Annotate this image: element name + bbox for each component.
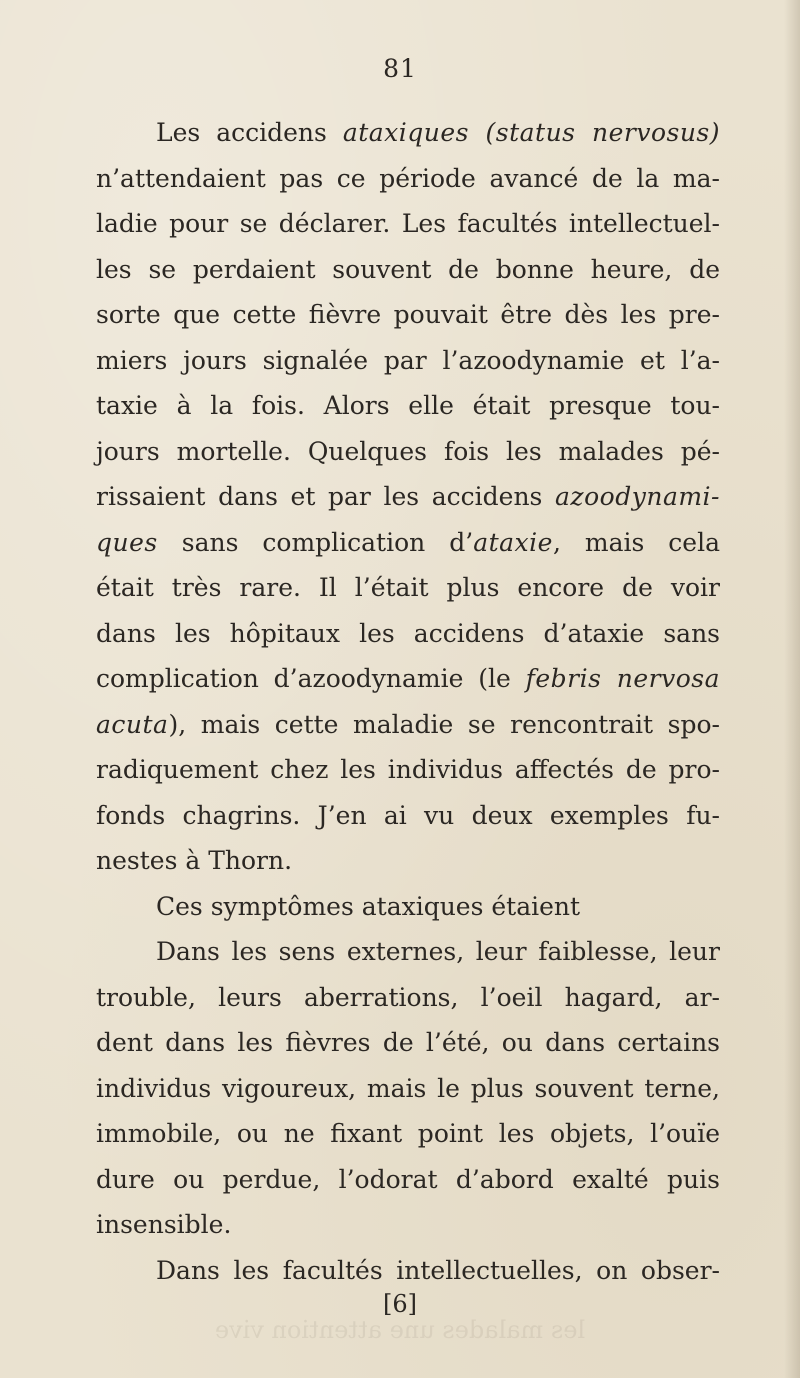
text-line: était très rare. Il l’était plus encore de voir: [96, 573, 720, 602]
text-line: acuta), mais cette maladie se rencontrait spo-: [96, 709, 720, 739]
text-line: dent dans les fièvres de l’été, ou dans certains: [96, 1028, 720, 1057]
text-line: complication d’azoodynamie (le febris nervosa: [96, 664, 720, 693]
text-line: Dans les sens externes, leur faiblesse, leur: [156, 937, 720, 966]
text-line: taxie à la fois. Alors elle était presque tou-: [96, 391, 720, 420]
text-line: les se perdaient souvent de bonne heure, de: [96, 254, 720, 284]
signature-mark: [6]: [383, 1290, 417, 1318]
text-line: radiquement chez les individus affectés de pro-: [96, 755, 720, 784]
text-line: sorte que cette fièvre pouvait être dès les pre-: [96, 300, 720, 329]
text-line: dure ou perdue, l’odorat d’abord exalté puis: [96, 1164, 720, 1194]
text-line: Ces symptômes ataxiques étaient: [156, 891, 581, 921]
text-line: n’attendaient pas ce période avancé de la ma-: [96, 163, 720, 193]
text-line: rissaient dans et par les accidens azoodynami-: [96, 482, 720, 511]
text-line: ladie pour se déclarer. Les facultés intellectuel-: [96, 209, 720, 238]
page-edge-shadow: [784, 0, 800, 1378]
body-text: [96, 110, 720, 1293]
page-number: 81: [383, 54, 417, 83]
text-line: immobile, ou ne fixant point les objets, l’ouïe: [96, 1119, 720, 1148]
text-line: individus vigoureux, mais le plus souvent terne,: [96, 1073, 720, 1103]
text-line: jours mortelle. Quelques fois les malades pé-: [96, 436, 720, 466]
text-line: insensible.: [96, 1210, 232, 1239]
text-line: fonds chagrins. J’en ai vu deux exemples fu-: [96, 800, 720, 830]
text-line: dans les hôpitaux les accidens d’ataxie sans: [96, 618, 720, 648]
bleed-through-text: les malades une attention vive: [214, 1316, 586, 1344]
text-line: Dans les facultés intellectuelles, on obser-: [156, 1255, 720, 1285]
text-line: Les accidens ataxiques (status nervosus): [156, 118, 721, 147]
text-line: nestes à Thorn.: [96, 846, 293, 875]
text-line: miers jours signalée par l’azoodynamie et l’a-: [96, 345, 720, 375]
text-line: ques sans complication d’ataxie, mais cela: [96, 527, 720, 557]
text-line: trouble, leurs aberrations, l’oeil hagard, ar-: [96, 982, 720, 1012]
